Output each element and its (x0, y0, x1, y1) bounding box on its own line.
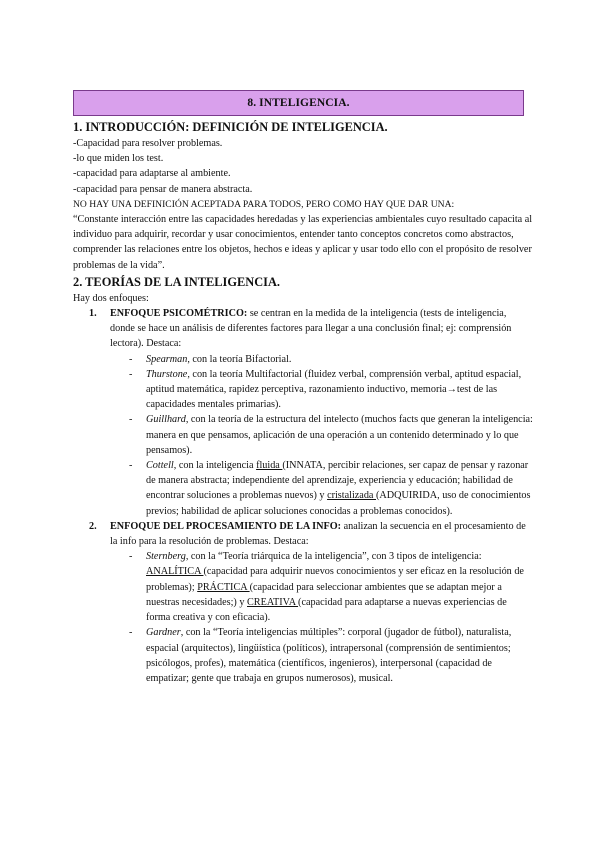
author-item-cattell (73, 458, 533, 519)
author-text: (ADQUIRIDA, uso de conocimientos previos; habilidad de aplicar soluciones conocidas a problemas conocidos). (146, 490, 531, 517)
author-name: Spearman (146, 353, 188, 365)
approach-text: se centran en la medida de la inteligencia (tests de inteligencia, donde se hace un análisis de diferentes factores para llegar a una conclusión final; ej: comprensión lectora). Destaca: (110, 308, 512, 350)
author-item-thurstone (73, 367, 533, 413)
author-text: , con la teoría de la estructura del intelecto (muchos facts que generan la inteligencia: manera en que pensamos, aplicación de una operación a un contenido determinado y lo que pensamos). (146, 414, 533, 456)
definition-quote: “Constante interacción entre las capacidades heredadas y las experiencias ambientales cuyo resultado capacita al individuo para adquirir, recordar y usar conocimientos, entender tanto conceptos concretos como abstractos, comprender las relaciones entre los objetos, hechos e ideas y aplicar y usar todo ello con el propósito de resolver problemas de la vida”. (73, 214, 533, 271)
approach-number: 1. (89, 308, 97, 320)
definition-line: -lo que miden los test. (73, 153, 164, 165)
dash-bullet: - (129, 353, 133, 365)
dash-bullet: - (129, 414, 133, 426)
author-text: , con la “Teoría inteligencias múltiples”: corporal (jugador de fútbol), naturalista, espacial (arquitectos), lingüística (políticos), intrapersonal (comprensión de sentimientos; psicólogos, profes), matemática (científicos, ingenieros), interpersonal (capacidad de empatizar; gente que trabaja en grupos numerosos), musical. (146, 627, 512, 684)
term-creativa: CREATIVA (247, 596, 299, 608)
approach-item-procesamiento (73, 519, 533, 549)
author-text: (capacidad para seleccionar ambientes que se adaptan mejor a nuestras necesidades;) y (146, 581, 502, 608)
dash-bullet: - (129, 368, 133, 380)
author-text: , con la teoría Multifactorial (fluidez verbal, comprensión verbal, aptitud espacial, aptitud matemática, rapidez perceptiva, razonamiento inductivo, memoria→test de las capacidades mentales primarias). (146, 368, 522, 411)
author-item-spearman (73, 352, 533, 367)
approach-item-psicometrico (73, 306, 533, 352)
author-text: (capacidad para adquirir nuevos conocimientos y ser eficaz en la resolución de problemas); (146, 566, 524, 593)
author-name: Cottell (146, 460, 174, 472)
author-name: Sternberg (146, 551, 186, 563)
term-analitica: ANALÍTICA (146, 566, 204, 578)
author-text: , con la teoría Bifactorial. (187, 353, 292, 365)
author-item-guillhard (73, 412, 533, 458)
section-1-heading: 1. INTRODUCCIÓN: DEFINICIÓN DE INTELIGENCIA. (73, 120, 388, 134)
author-text: , con la “Teoría triárquica de la inteligencia”, con 3 tipos de inteligencia: (185, 551, 482, 563)
author-text: (capacidad para adaptarse a nuevas experiencias de forma creativa y con eficacia). (146, 596, 507, 624)
author-name: Thurstone (146, 368, 188, 380)
approach-text: analizan la secuencia en el procesamiento de la info para la resolución de problemas. Destaca: (110, 520, 526, 548)
page-title (73, 90, 524, 116)
author-item-sternberg (73, 549, 533, 625)
author-text: (INNATA, percibir relaciones, ser capaz de pensar y razonar de manera abstracta; independiente del aprendizaje, experiencia y educación; habilidad de encontrar soluciones a problemas nuevos) y (146, 460, 529, 502)
term-practica: PRÁCTICA (197, 581, 250, 593)
section-2-intro: Hay dos enfoques: (73, 292, 149, 304)
definition-line: -Capacidad para resolver problemas. (73, 138, 223, 149)
dash-bullet: - (129, 551, 133, 563)
author-name: Guillhard (146, 414, 186, 426)
psicometrico-authors-list (73, 352, 533, 519)
definition-line: -capacidad para pensar de manera abstracta. (73, 183, 253, 195)
dash-bullet: - (129, 460, 133, 472)
author-text: , con la inteligencia (173, 460, 257, 472)
definition-line: -capacidad para adaptarse al ambiente. (73, 168, 231, 180)
procesamiento-authors-list (73, 549, 533, 686)
page-title-text: 8. INTELIGENCIA. (247, 97, 350, 109)
section-2-heading: 2. TEORÍAS DE LA INTELIGENCIA. (73, 274, 281, 289)
term-fluida: fluida (256, 460, 283, 472)
term-cristalizada: cristalizada (327, 490, 376, 502)
author-item-gardner (73, 625, 533, 686)
dash-bullet: - (129, 627, 133, 639)
approach-label: ENFOQUE DEL PROCESAMIENTO DE LA INFO: (110, 520, 342, 532)
document-body (73, 118, 533, 686)
approach-label: ENFOQUE PSICOMÉTRICO: (110, 308, 248, 320)
author-name: Gardner (146, 627, 181, 639)
approaches-list (73, 306, 533, 686)
approach-number: 2. (89, 520, 97, 532)
caps-note: NO HAY UNA DEFINICIÓN ACEPTADA PARA TODOS, PERO COMO HAY QUE DAR UNA: (73, 198, 455, 210)
